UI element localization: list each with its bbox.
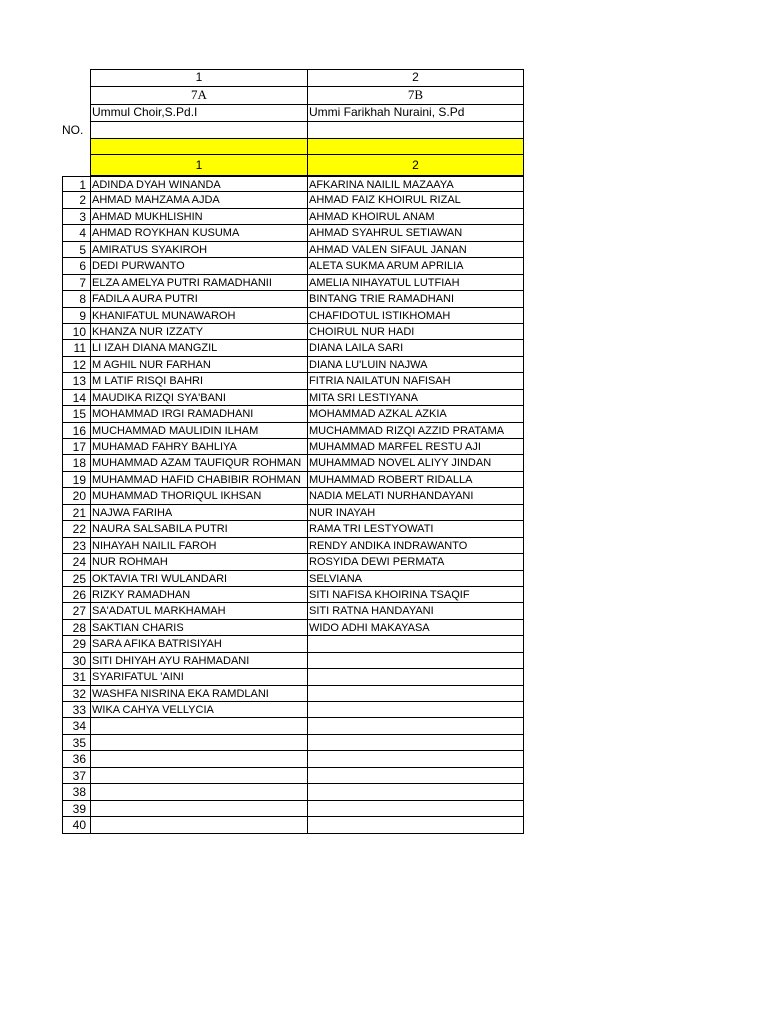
- student-7a-name: NAJWA FARIHA: [92, 506, 173, 519]
- table-row: [62, 521, 524, 537]
- yellow-number-2[interactable]: 2: [307, 154, 524, 176]
- student-7a[interactable]: [90, 554, 308, 570]
- student-7a-name: MAUDIKA RIZQI SYA'BANI: [92, 391, 226, 404]
- student-7a[interactable]: [90, 439, 308, 455]
- row-number[interactable]: 21: [62, 505, 90, 521]
- row-number[interactable]: 36: [62, 751, 90, 767]
- student-7a[interactable]: [90, 324, 308, 340]
- col2-number[interactable]: 2: [307, 69, 524, 87]
- student-7b[interactable]: CHOIRUL NUR HADI: [307, 324, 524, 340]
- student-7a-name: MUCHAMMAD MAULIDIN ILHAM: [92, 424, 259, 437]
- student-7a[interactable]: [90, 784, 308, 800]
- table-row: [62, 291, 524, 307]
- row-number[interactable]: 26: [62, 587, 90, 603]
- row-number[interactable]: 15: [62, 406, 90, 422]
- row-number[interactable]: 30: [62, 653, 90, 669]
- student-7a-name: NUR ROHMAH: [92, 556, 168, 569]
- student-7b[interactable]: SITI NAFISA KHOIRINA TSAQIF: [307, 587, 524, 603]
- table-row: [62, 357, 524, 373]
- row-number[interactable]: 10: [62, 324, 90, 340]
- row-number[interactable]: 37: [62, 768, 90, 784]
- student-7a-name: MUHAMMAD THORIQUL IKHSAN: [92, 490, 262, 503]
- student-7a[interactable]: [90, 801, 308, 817]
- student-7b[interactable]: [307, 702, 524, 718]
- yellow-number-1[interactable]: 1: [90, 154, 308, 176]
- student-7a[interactable]: [90, 275, 308, 291]
- row-number[interactable]: 1: [62, 176, 90, 192]
- row-number[interactable]: 24: [62, 554, 90, 570]
- student-7a-name: SARA AFIKA BATRISIYAH: [92, 638, 222, 651]
- table-row: [62, 488, 524, 504]
- student-7b[interactable]: [307, 768, 524, 784]
- row-number[interactable]: 17: [62, 439, 90, 455]
- row-number[interactable]: 32: [62, 686, 90, 702]
- student-7a[interactable]: [90, 340, 308, 356]
- row-number[interactable]: 18: [62, 455, 90, 471]
- student-7b[interactable]: RAMA TRI LESTYOWATI: [307, 521, 524, 537]
- table-row: [62, 176, 524, 192]
- table-row: [62, 817, 524, 833]
- student-7b[interactable]: ROSYIDA DEWI PERMATA: [307, 554, 524, 570]
- row-number[interactable]: 34: [62, 718, 90, 734]
- row-number[interactable]: 13: [62, 373, 90, 389]
- student-7b[interactable]: MITA SRI LESTIYANA: [307, 390, 524, 406]
- student-7a[interactable]: [90, 488, 308, 504]
- row-number[interactable]: 28: [62, 620, 90, 636]
- table-row: [62, 390, 524, 406]
- row-number[interactable]: 27: [62, 603, 90, 619]
- student-7b[interactable]: SELVIANA: [307, 571, 524, 587]
- row-number[interactable]: 38: [62, 784, 90, 800]
- student-7a[interactable]: [90, 587, 308, 603]
- student-7a[interactable]: [90, 653, 308, 669]
- student-7a-name: AHMAD ROYKHAN KUSUMA: [92, 227, 240, 240]
- col1-number[interactable]: 1: [90, 69, 308, 87]
- table-row: [62, 702, 524, 718]
- no-column-label: NO.: [62, 123, 84, 137]
- yellow-blank-a[interactable]: [90, 138, 308, 155]
- student-7a-name: KHANZA NUR IZZATY: [92, 325, 204, 338]
- row-number[interactable]: 5: [62, 242, 90, 258]
- student-7a[interactable]: [90, 406, 308, 422]
- student-7a[interactable]: [90, 357, 308, 373]
- row-number[interactable]: 11: [62, 340, 90, 356]
- row-number[interactable]: 35: [62, 735, 90, 751]
- student-7a-name: WASHFA NISRINA EKA RAMDLANI: [92, 687, 269, 700]
- student-7a-name: SAKTIAN CHARIS: [92, 621, 184, 634]
- table-row: [62, 718, 524, 734]
- row-number[interactable]: 7: [62, 275, 90, 291]
- row-number[interactable]: 12: [62, 357, 90, 373]
- student-7a[interactable]: [90, 423, 308, 439]
- student-7a-name: MUHAMMAD HAFID CHABIBIR ROHMAN: [92, 473, 302, 486]
- row-number[interactable]: 25: [62, 571, 90, 587]
- row-number[interactable]: 29: [62, 636, 90, 652]
- student-7b[interactable]: BINTANG TRIE RAMADHANI: [307, 291, 524, 307]
- blank-cell-b[interactable]: [307, 121, 524, 139]
- student-7a[interactable]: [90, 817, 308, 833]
- student-7a[interactable]: [90, 225, 308, 241]
- student-7a-name: KHANIFATUL MUNAWAROH: [92, 309, 236, 322]
- student-7a-name: NIHAYAH NAILIL FAROH: [92, 539, 217, 552]
- table-row: [62, 603, 524, 619]
- blank-cell-a[interactable]: [90, 121, 308, 139]
- table-row: [62, 735, 524, 751]
- student-7b[interactable]: AMELIA NIHAYATUL LUTFIAH: [307, 275, 524, 291]
- student-7a-name: FADILA AURA PUTRI: [92, 293, 198, 306]
- student-7a-name: MUHAMMAD AZAM TAUFIQUR ROHMAN: [92, 457, 302, 470]
- student-7a-name: SITI DHIYAH AYU RAHMADANI: [92, 654, 250, 667]
- student-7b[interactable]: AHMAD SYAHRUL SETIAWAN: [307, 225, 524, 241]
- table-row: [62, 505, 524, 521]
- student-7a-name: NAURA SALSABILA PUTRI: [92, 523, 228, 536]
- row-number[interactable]: 4: [62, 225, 90, 241]
- student-7a[interactable]: [90, 735, 308, 751]
- row-number[interactable]: 31: [62, 669, 90, 685]
- table-row: [62, 455, 524, 471]
- row-number[interactable]: 22: [62, 521, 90, 537]
- table-row: [62, 620, 524, 636]
- student-7a-name: AHMAD MUKHLISHIN: [92, 210, 203, 223]
- table-row: [62, 406, 524, 422]
- student-7b[interactable]: [307, 801, 524, 817]
- student-7a[interactable]: [90, 603, 308, 619]
- table-row: [62, 340, 524, 356]
- student-7b[interactable]: [307, 735, 524, 751]
- table-row: [62, 472, 524, 488]
- class-roster-sheet: [62, 69, 524, 833]
- table-row: [62, 258, 524, 274]
- table-row: [62, 768, 524, 784]
- table-row: [62, 242, 524, 258]
- table-row: [62, 686, 524, 702]
- student-7b[interactable]: [307, 751, 524, 767]
- row-number[interactable]: 23: [62, 538, 90, 554]
- student-7a[interactable]: [90, 455, 308, 471]
- student-7b[interactable]: MUHAMMAD ROBERT RIDALLA: [307, 472, 524, 488]
- student-7b[interactable]: DIANA LAILA SARI: [307, 340, 524, 356]
- student-7a[interactable]: [90, 291, 308, 307]
- row-number[interactable]: 8: [62, 291, 90, 307]
- student-7a[interactable]: [90, 521, 308, 537]
- row-number[interactable]: 16: [62, 423, 90, 439]
- header-block: [62, 69, 524, 176]
- table-row: [62, 669, 524, 685]
- row-number[interactable]: 33: [62, 702, 90, 718]
- row-number[interactable]: 20: [62, 488, 90, 504]
- student-7a-name: LI IZAH DIANA MANGZIL: [92, 342, 218, 355]
- table-row: [62, 801, 524, 817]
- teacher-7a[interactable]: Ummul Choir,S.Pd.I: [90, 104, 308, 122]
- class-7b-label[interactable]: 7B: [307, 86, 524, 105]
- row-number[interactable]: 3: [62, 209, 90, 225]
- student-7b[interactable]: MUCHAMMAD RIZQI AZZID PRATAMA: [307, 423, 524, 439]
- student-7a[interactable]: [90, 620, 308, 636]
- row-number[interactable]: 14: [62, 390, 90, 406]
- student-7a[interactable]: [90, 702, 308, 718]
- student-7a[interactable]: [90, 176, 308, 192]
- student-7b[interactable]: MUHAMMAD MARFEL RESTU AJI: [307, 439, 524, 455]
- student-7a[interactable]: [90, 751, 308, 767]
- student-7a[interactable]: [90, 390, 308, 406]
- table-row: [62, 784, 524, 800]
- student-7b[interactable]: AHMAD KHOIRUL ANAM: [307, 209, 524, 225]
- student-7b[interactable]: [307, 817, 524, 833]
- student-7b[interactable]: [307, 718, 524, 734]
- student-7a-name: SA'ADATUL MARKHAMAH: [92, 605, 226, 618]
- student-7a-name: ADINDA DYAH WINANDA: [92, 179, 221, 191]
- student-7b[interactable]: [307, 636, 524, 652]
- student-7a[interactable]: [90, 505, 308, 521]
- student-7a[interactable]: [90, 242, 308, 258]
- student-7b[interactable]: AFKARINA NAILIL MAZAAYA: [307, 176, 524, 192]
- table-row: [62, 225, 524, 241]
- student-7b[interactable]: [307, 669, 524, 685]
- student-7b[interactable]: DIANA LU'LUIN NAJWA: [307, 357, 524, 373]
- student-7a[interactable]: [90, 373, 308, 389]
- table-row: [62, 423, 524, 439]
- student-7b[interactable]: NUR INAYAH: [307, 505, 524, 521]
- student-7a-name: OKTAVIA TRI WULANDARI: [92, 572, 228, 585]
- student-7b[interactable]: CHAFIDOTUL ISTIKHOMAH: [307, 308, 524, 324]
- student-7b[interactable]: AHMAD VALEN SIFAUL JANAN: [307, 242, 524, 258]
- row-number[interactable]: 9: [62, 308, 90, 324]
- table-row: [62, 587, 524, 603]
- student-7a-name: AMIRATUS SYAKIROH: [92, 243, 208, 256]
- student-7a[interactable]: [90, 472, 308, 488]
- row-number[interactable]: 2: [62, 192, 90, 208]
- student-7a-name: RIZKY RAMADHAN: [92, 588, 191, 601]
- student-7a[interactable]: [90, 686, 308, 702]
- table-row: [62, 439, 524, 455]
- table-row: [62, 636, 524, 652]
- student-7a[interactable]: [90, 192, 308, 208]
- student-7a[interactable]: [90, 571, 308, 587]
- table-row: [62, 373, 524, 389]
- student-7a[interactable]: [90, 718, 308, 734]
- student-7a[interactable]: [90, 258, 308, 274]
- student-7a[interactable]: [90, 636, 308, 652]
- student-7b[interactable]: NADIA MELATI NURHANDAYANI: [307, 488, 524, 504]
- table-row: [62, 554, 524, 570]
- student-7b[interactable]: WIDO ADHI MAKAYASA: [307, 620, 524, 636]
- student-7b[interactable]: FITRIA NAILATUN NAFISAH: [307, 373, 524, 389]
- student-7a[interactable]: [90, 669, 308, 685]
- student-7b[interactable]: [307, 784, 524, 800]
- student-7a-name: MUHAMAD FAHRY BAHLIYA: [92, 441, 237, 453]
- student-7b[interactable]: [307, 686, 524, 702]
- table-row: [62, 192, 524, 208]
- table-row: [62, 308, 524, 324]
- student-7b[interactable]: ALETA SUKMA ARUM APRILIA: [307, 258, 524, 274]
- student-7a-name: SYARIFATUL 'AINI: [92, 671, 184, 684]
- student-7b[interactable]: MUHAMMAD NOVEL ALIYY JINDAN: [307, 455, 524, 471]
- row-number[interactable]: 6: [62, 258, 90, 274]
- row-number[interactable]: 39: [62, 801, 90, 817]
- teacher-7b[interactable]: Ummi Farikhah Nuraini, S.Pd: [307, 104, 524, 122]
- student-7b[interactable]: MOHAMMAD AZKAL AZKIA: [307, 406, 524, 422]
- student-7a-name: AHMAD MAHZAMA AJDA: [92, 194, 220, 207]
- student-7a-name: ELZA AMELYA PUTRI RAMADHANII: [92, 276, 272, 289]
- student-7a[interactable]: [90, 538, 308, 554]
- row-number[interactable]: 40: [62, 817, 90, 833]
- student-7a-name: WIKA CAHYA VELLYCIA: [92, 704, 214, 716]
- table-row: [62, 538, 524, 554]
- student-7a[interactable]: [90, 308, 308, 324]
- student-7a[interactable]: [90, 768, 308, 784]
- student-7b[interactable]: AHMAD FAIZ KHOIRUL RIZAL: [307, 192, 524, 208]
- table-row: [62, 275, 524, 291]
- class-7a-label[interactable]: 7A: [90, 86, 308, 105]
- student-7a[interactable]: [90, 209, 308, 225]
- student-7b[interactable]: SITI RATNA HANDAYANI: [307, 603, 524, 619]
- student-grid: [62, 176, 524, 834]
- student-7b[interactable]: [307, 653, 524, 669]
- student-7a-name: M LATIF RISQI BAHRI: [92, 375, 204, 388]
- table-row: [62, 324, 524, 340]
- row-number[interactable]: 19: [62, 472, 90, 488]
- student-7b[interactable]: RENDY ANDIKA INDRAWANTO: [307, 538, 524, 554]
- yellow-blank-b[interactable]: [307, 138, 524, 155]
- student-7a-name: MOHAMMAD IRGI RAMADHANI: [92, 408, 254, 421]
- table-row: [62, 751, 524, 767]
- table-row: [62, 571, 524, 587]
- student-7a-name: M AGHIL NUR FARHAN: [92, 358, 211, 371]
- table-row: [62, 653, 524, 669]
- student-7a-name: DEDI PURWANTO: [92, 260, 185, 273]
- table-row: [62, 209, 524, 225]
